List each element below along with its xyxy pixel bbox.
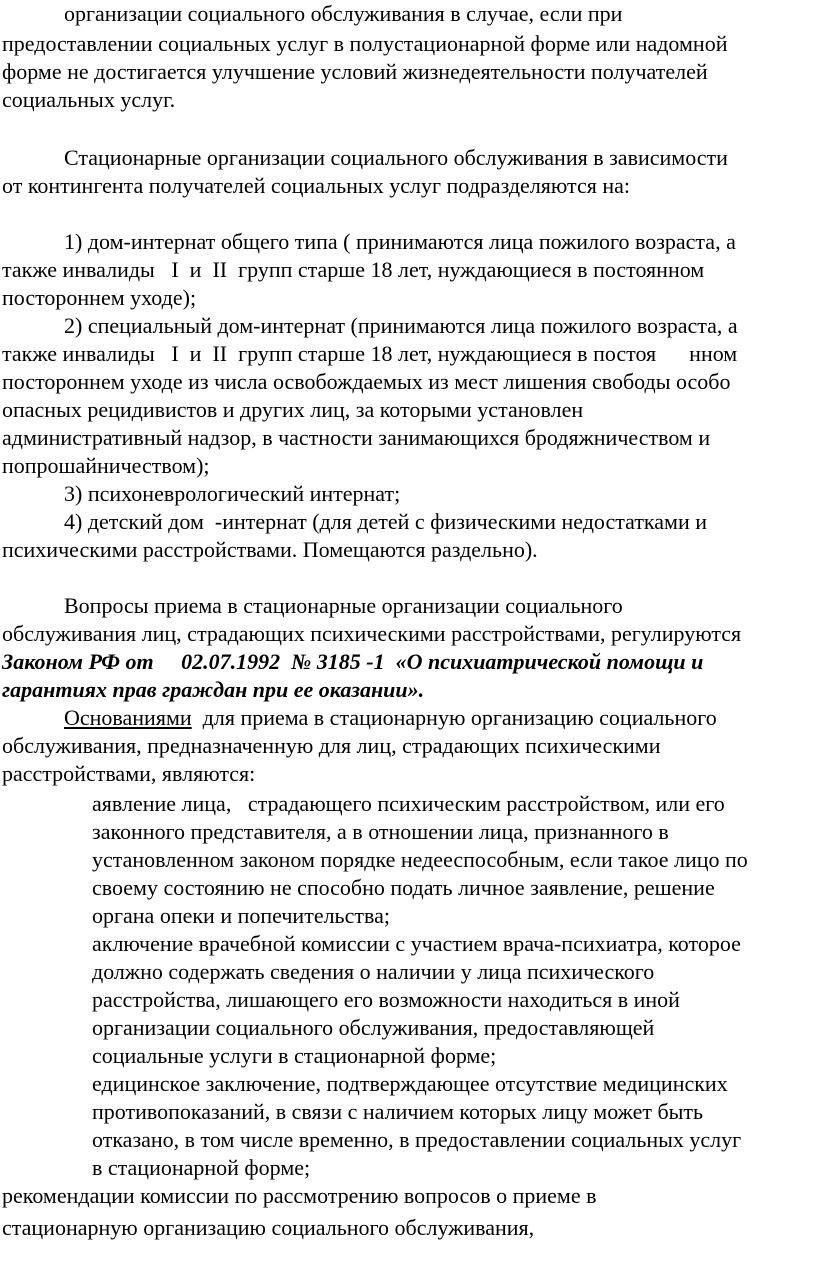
bullet-item-line: органа опеки и попечительства; <box>92 903 390 928</box>
bullet-item-line: законного представителя, а в отношении лица, признанного в <box>92 819 669 844</box>
bullet-item-line: организации социального обслуживания, предоставляющей <box>92 1015 655 1040</box>
list-item-line: психическими расстройствами. Помещаются раздельно). <box>2 537 538 562</box>
bullet-item-line: аявление лица, страдающего психическим расстройством, или его <box>92 791 725 816</box>
paragraph-line: организации социального обслуживания в случае, если при <box>64 1 623 26</box>
list-item-line: административный надзор, в частности занимающихся бродяжничеством и <box>2 425 711 450</box>
bullet-item-line: аключение врачебной комиссии с участием врача-психиатра, которое <box>92 931 741 956</box>
bullet-item-line: социальные услуги в стационарной форме; <box>92 1043 497 1068</box>
bullet-item-line: отказано, в том числе временно, в предоставлении социальных услуг <box>92 1127 742 1152</box>
paragraph-line: обслуживания лиц, страдающих психическими расстройствами, регулируются <box>2 621 742 646</box>
underlined-term: Основаниями <box>64 705 192 730</box>
bullet-item-line: в стационарной форме; <box>92 1155 311 1180</box>
list-item-line: 1) дом-интернат общего типа ( принимаются лица пожилого возраста, а <box>64 229 736 254</box>
bullet-item-line: противопоказаний, в связи с наличием которых лицу может быть <box>92 1099 704 1124</box>
law-reference-line: гарантиях прав граждан при ее оказании». <box>2 677 425 702</box>
bullet-item-line: установленном законом порядке недееспособным, если такое лицо по <box>92 847 748 872</box>
paragraph-line: обслуживания, предназначенную для лиц, страдающих психическими <box>2 733 661 758</box>
paragraph-line: Стационарные организации социального обслуживания в зависимости <box>64 145 728 170</box>
paragraph-line: форме не достигается улучшение условий жизнедеятельности получателей <box>2 59 708 84</box>
paragraph-line <box>64 704 717 732</box>
paragraph-line: от контингента получателей социальных услуг подразделяются на: <box>2 173 630 198</box>
paragraph-line: Вопросы приема в стационарные организации социального <box>64 593 623 618</box>
bullet-item-line: своему состоянию не способно подать личное заявление, решение <box>92 875 715 900</box>
bullet-item-line: расстройства, лишающего его возможности находиться в иной <box>92 987 680 1012</box>
paragraph-text: для приема в стационарную организацию социального <box>191 705 717 730</box>
list-item-line: постороннем уходе); <box>2 285 197 310</box>
paragraph-line: социальных услуг. <box>2 87 176 112</box>
paragraph-line: рекомендации комиссии по рассмотрению вопросов о приеме в <box>2 1183 597 1208</box>
list-item-line: постороннем уходе из числа освобождаемых из мест лишения свободы особо <box>2 369 731 394</box>
bullet-item-line: едицинское заключение, подтверждающее отсутствие медицинских <box>92 1071 728 1096</box>
list-item-line: 4) детский дом -интернат (для детей с физическими недостатками и <box>64 509 708 534</box>
list-item-line: 3) психоневрологический интернат; <box>64 481 401 506</box>
paragraph-line: расстройствами, являются: <box>2 761 256 786</box>
list-item-line: также инвалиды I и II групп старше 18 лет, нуждающиеся в постоя нном <box>2 341 738 366</box>
list-item-line: 2) специальный дом-интернат (принимаются лица пожилого возраста, а <box>64 313 738 338</box>
list-item-line: опасных рецидивистов и других лиц, за которыми установлен <box>2 397 584 422</box>
list-item-line: попрошайничеством); <box>2 453 210 478</box>
paragraph-line: стационарную организацию социального обслуживания, <box>2 1215 535 1240</box>
paragraph-line: предоставлении социальных услуг в полустационарной форме или надомной <box>2 31 728 56</box>
law-reference-line: Законом РФ от 02.07.1992 № 3185 -1 «О психиатрической помощи и <box>2 649 704 674</box>
bullet-item-line: должно содержать сведения о наличии у лица психического <box>92 959 655 984</box>
list-item-line: также инвалиды I и II групп старше 18 лет, нуждающиеся в постоянном <box>2 257 705 282</box>
